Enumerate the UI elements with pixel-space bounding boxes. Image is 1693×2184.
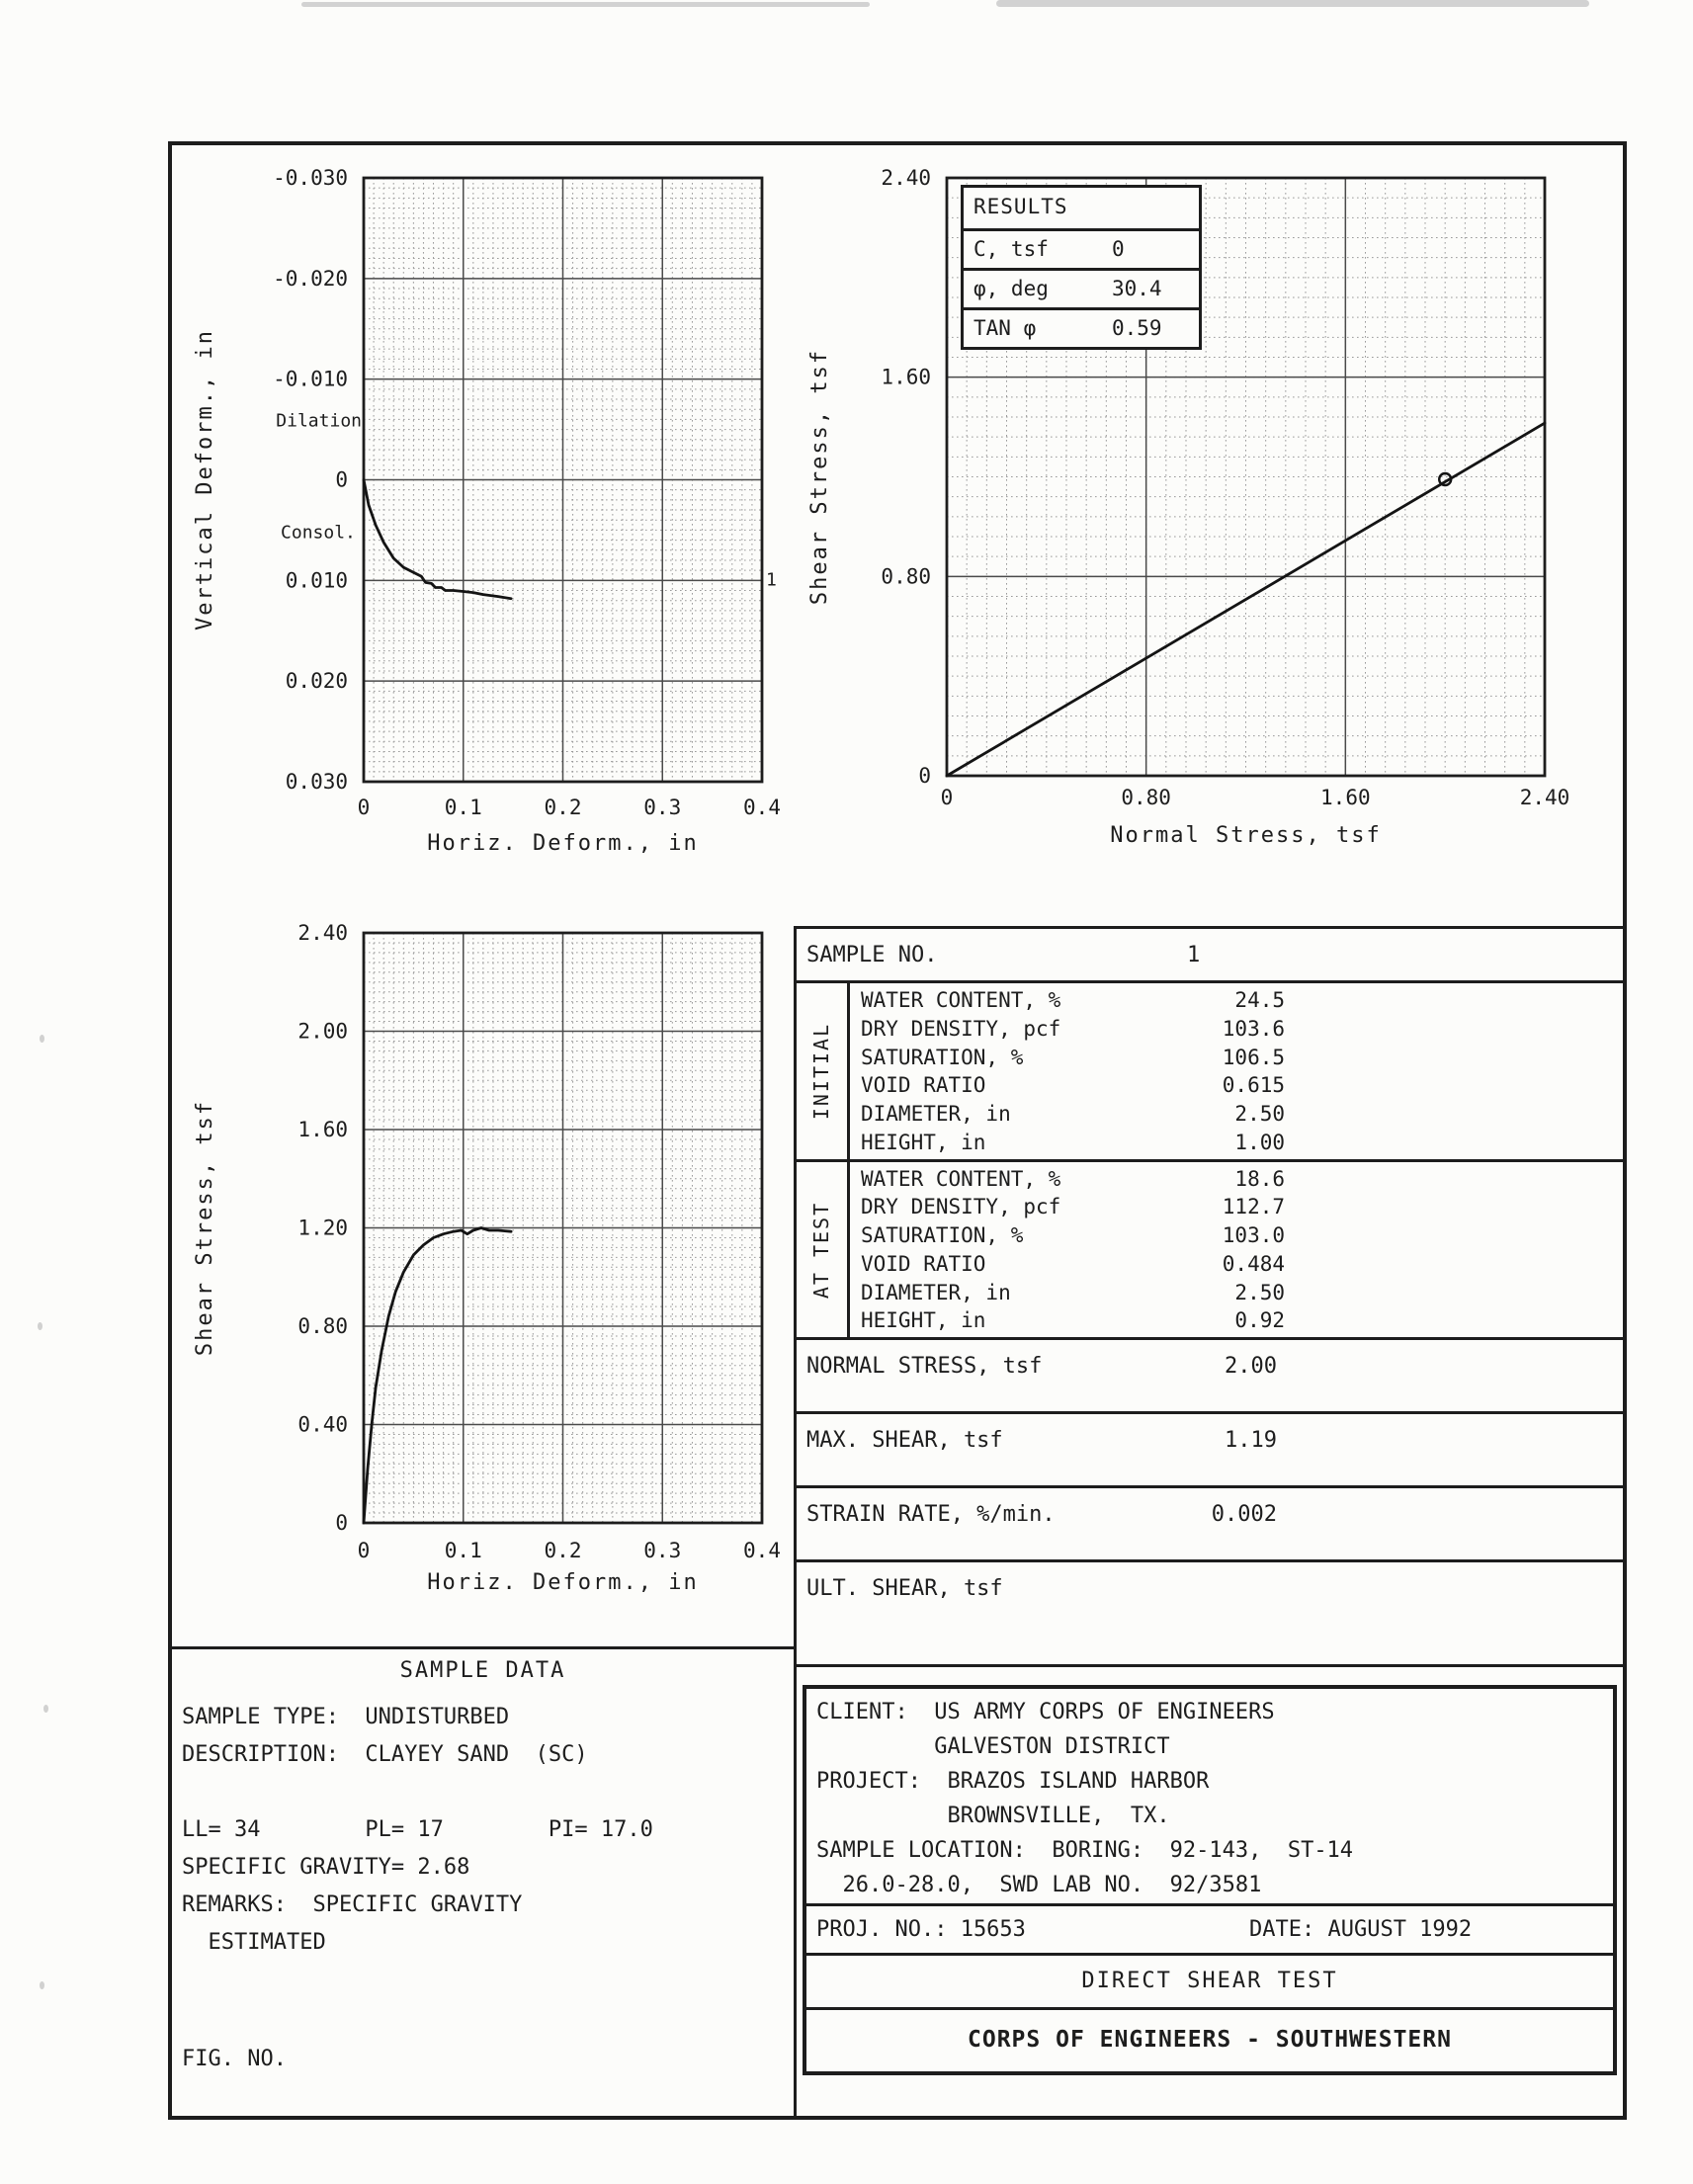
svg-text:0: 0 [918,764,931,788]
svg-text:1.60: 1.60 [881,365,931,389]
table-row: SATURATION, % 106.5 [861,1045,1285,1069]
proj-no-label: PROJ. NO.: 15653 [816,1917,1026,1942]
svg-text:Shear Stress, tsf: Shear Stress, tsf [807,348,832,606]
client-line: CLIENT: US ARMY CORPS OF ENGINEERS [816,1700,1275,1724]
svg-text:Vertical Deform., in: Vertical Deform., in [193,329,217,630]
svg-text:Horiz. Deform., in: Horiz. Deform., in [427,831,699,856]
table-row: VOID RATIO 0.484 [861,1251,1285,1276]
project-info-lines [806,1689,1613,1903]
svg-text:0.3: 0.3 [643,1539,682,1562]
results-label: C, tsf [973,237,1049,261]
date-label: DATE: AUGUST 1992 [1249,1917,1473,1942]
svg-text:1.20: 1.20 [297,1216,348,1240]
svg-text:Normal Stress, tsf: Normal Stress, tsf [1110,823,1382,848]
at-test-group-rows [853,1162,1623,1337]
svg-text:1.60: 1.60 [1320,786,1371,809]
sample-results-table [797,926,1623,1667]
normal-stress-row: NORMAL STRESS, tsf 2.00 [797,1340,1623,1414]
results-label: TAN φ [973,316,1037,340]
sample-data-lines [172,1699,794,1962]
sample-type-line: SAMPLE TYPE: UNDISTURBED [182,1705,510,1729]
svg-text:0.020: 0.020 [285,669,348,694]
svg-text:0.1: 0.1 [444,796,482,819]
svg-text:-0.010: -0.010 [273,367,348,391]
svg-text:0.030: 0.030 [285,770,348,794]
table-row: DIAMETER, in 2.50 [861,1102,1285,1127]
project-info-box [803,1685,1617,2075]
specific-gravity-line: SPECIFIC GRAVITY= 2.68 [182,1855,470,1880]
table-row: DRY DENSITY, pcf 103.6 [861,1016,1285,1041]
strain-rate-row: STRAIN RATE, %/min. 0.002 [797,1488,1623,1562]
svg-text:0.40: 0.40 [297,1412,348,1437]
remarks-line: REMARKS: SPECIFIC GRAVITY [182,1892,523,1917]
ult-shear-row: ULT. SHEAR, tsf [806,1576,1003,1601]
svg-text:0: 0 [335,467,348,492]
svg-text:-0.030: -0.030 [273,166,348,190]
svg-text:0.80: 0.80 [881,564,931,589]
results-value: 0 [1112,237,1125,261]
sample-no-value: 1 [1187,943,1201,967]
svg-text:Dilation: Dilation [276,410,362,432]
max-shear-row: MAX. SHEAR, tsf 1.19 [797,1414,1623,1488]
svg-text:0.3: 0.3 [643,796,682,819]
remarks-line-2: ESTIMATED [182,1930,326,1955]
results-row-phi [964,268,1199,307]
table-row: DIAMETER, in 2.50 [861,1280,1285,1304]
client-line-2: GALVESTON DISTRICT [816,1734,1170,1759]
table-row: DRY DENSITY, pcf 112.7 [861,1195,1285,1219]
table-row: SATURATION, % 103.0 [861,1223,1285,1248]
sample-no-row [797,929,1623,983]
svg-text:0: 0 [357,796,371,819]
svg-text:2.40: 2.40 [881,166,931,190]
blank-line [172,1774,794,1811]
organization-title: CORPS OF ENGINEERS - SOUTHWESTERN [806,2007,1613,2071]
table-row: WATER CONTENT, % 18.6 [861,1166,1285,1191]
results-value: 0.59 [1112,316,1162,340]
at-test-group-label: AT TEST [797,1162,850,1337]
svg-text:0: 0 [357,1539,371,1562]
svg-text:-0.020: -0.020 [273,266,348,291]
results-row-cohesion [964,228,1199,268]
svg-text:0.2: 0.2 [544,1539,582,1562]
sample-data-title: SAMPLE DATA [399,1658,566,1683]
initial-group-rows [853,983,1623,1159]
atterberg-limits-line: LL= 34 PL= 17 PI= 17.0 [182,1817,653,1842]
description-line: DESCRIPTION: CLAYEY SAND (SC) [182,1742,588,1767]
series-sample-1 [364,1228,511,1524]
svg-text:2.40: 2.40 [297,921,348,945]
table-row: VOID RATIO 0.615 [861,1073,1285,1098]
project-line-2: BROWNSVILLE, TX. [816,1804,1170,1828]
results-box [961,185,1202,350]
project-line: PROJECT: BRAZOS ISLAND HARBOR [816,1769,1210,1794]
svg-text:0.4: 0.4 [743,796,781,819]
results-label: φ, deg [973,277,1049,300]
svg-text:0.80: 0.80 [297,1314,348,1338]
test-title: DIRECT SHEAR TEST [806,1953,1613,2007]
initial-group-label: INITIAL [797,983,850,1159]
sample-no-label: SAMPLE NO. [806,943,938,967]
svg-text:0.1: 0.1 [444,1539,482,1562]
svg-text:0: 0 [335,1511,348,1535]
svg-text:Horiz. Deform., in: Horiz. Deform., in [427,1570,699,1595]
results-title: RESULTS [973,195,1068,218]
chart-shear-stress-strain [193,921,781,1595]
svg-text:2.40: 2.40 [1519,786,1570,809]
svg-text:1: 1 [766,569,777,591]
table-row: HEIGHT, in 1.00 [861,1131,1285,1155]
initial-group [797,983,1623,1162]
sample-location-line: SAMPLE LOCATION: BORING: 92-143, ST-14 [816,1838,1354,1863]
sample-data-section [172,1646,794,2116]
svg-text:Consol.: Consol. [281,522,356,544]
svg-text:Shear Stress, tsf: Shear Stress, tsf [193,1099,217,1357]
svg-text:0.80: 0.80 [1121,786,1171,809]
table-row: HEIGHT, in 0.92 [861,1308,1285,1333]
results-value: 30.4 [1112,277,1162,300]
svg-text:0.4: 0.4 [743,1539,781,1562]
chart-vertical-deformation [193,166,781,856]
at-test-group [797,1162,1623,1340]
svg-text:0: 0 [940,786,954,809]
svg-text:0.2: 0.2 [544,796,582,819]
svg-text:1.60: 1.60 [297,1118,348,1141]
fig-no-label: FIG. NO. [182,2047,287,2071]
table-row: WATER CONTENT, % 24.5 [861,987,1285,1012]
svg-text:0.010: 0.010 [285,568,348,593]
proj-no-date-row [806,1903,1613,1953]
results-row-tan-phi [964,307,1199,347]
sample-location-line-2: 26.0-28.0, SWD LAB NO. 92/3581 [816,1873,1262,1897]
svg-text:2.00: 2.00 [297,1019,348,1044]
